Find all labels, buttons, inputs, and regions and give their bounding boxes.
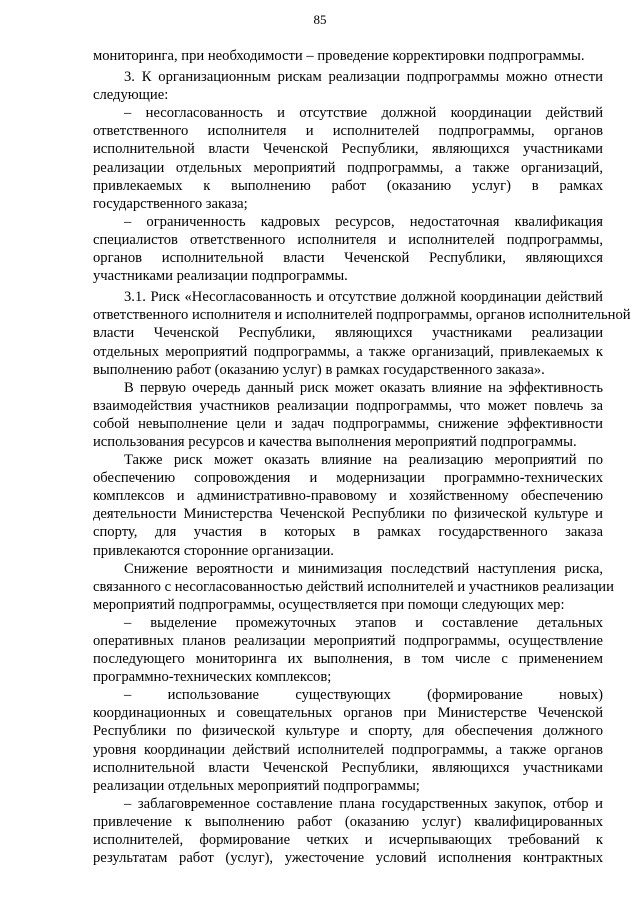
text-line: Республики по физической культуре и спорту, для обеспечения должного bbox=[93, 723, 603, 740]
text-line: связанного с несогласованностью действий исполнителей и участников реализации bbox=[93, 578, 614, 595]
text-line: власти Чеченской Республики, являющихся участниками реализации bbox=[93, 325, 603, 342]
text-line: – ограниченность кадровых ресурсов, недостаточная квалификация bbox=[124, 213, 603, 230]
text-line: привлекаются сторонние организации. bbox=[93, 542, 334, 559]
text-line: мониторинга, при необходимости – проведение корректировки подпрограммы. bbox=[93, 48, 585, 64]
text-line: – выделение промежуточных этапов и составление детальных bbox=[124, 614, 603, 631]
text-line: В первую очередь данный риск может оказать влияние на эффективность bbox=[124, 379, 603, 396]
text-line: спорту, для участия в которых в рамках государственного заказа bbox=[93, 524, 603, 541]
text-line: результатам работ (услуг), ужесточение условий исполнения контрактных bbox=[93, 850, 603, 867]
text-line: деятельности Министерства Чеченской Республики по физической культуре и bbox=[93, 506, 603, 523]
text-line: Также риск может оказать влияние на реализацию мероприятий по bbox=[124, 452, 603, 469]
text-line: исполнительной власти Чеченской Республики, являющихся участниками bbox=[93, 759, 603, 776]
text-line: участниками реализации подпрограммы. bbox=[93, 268, 348, 285]
text-line: органов исполнительной власти Чеченской Республики, являющихся bbox=[93, 250, 603, 267]
text-line: 3. К организационным рискам реализации подпрограммы можно отнести bbox=[124, 69, 603, 86]
text-line: исполнителей, формирование четких и исчерпывающих требований к bbox=[93, 832, 603, 849]
text-line: взаимодействия участников реализации подпрограммы, что может повлечь за bbox=[93, 397, 603, 414]
text-line: реализации отдельных мероприятий подпрограммы, а также организаций, bbox=[93, 159, 603, 176]
text-line: исполнительной власти Чеченской Республики, являющихся участниками bbox=[93, 141, 603, 158]
text-line: собой невыполнение цели и задач подпрограммы, снижение эффективности bbox=[93, 415, 603, 432]
text-line: Снижение вероятности и минимизация последствий наступления риска, bbox=[124, 560, 603, 577]
text-line: программно-технических комплексов; bbox=[93, 669, 332, 686]
text-line: отдельных мероприятий подпрограммы, а также организаций, привлекаемых к bbox=[93, 343, 603, 360]
text-line: выполнению работ (оказанию услуг) в рамках государственного заказа». bbox=[93, 361, 545, 378]
text-line: мероприятий подпрограммы, осуществляется при помощи следующих мер: bbox=[93, 596, 565, 613]
text-line: использования ресурсов и качества выполнения мероприятий подпрограммы. bbox=[93, 433, 577, 450]
text-line: государственного заказа; bbox=[93, 195, 248, 212]
text-line: привлекаемых к выполнению работ (оказанию услуг) в рамках bbox=[93, 177, 603, 194]
text-line: – несогласованность и отсутствие должной координации действий bbox=[124, 105, 603, 122]
text-line: координационных и совещательных органов при Министерстве Чеченской bbox=[93, 705, 603, 722]
text-line: комплексов и административно-правовому и хозяйственному обеспечению bbox=[93, 488, 603, 505]
text-line: 3.1. Риск «Несогласованность и отсутствие должной координации действий bbox=[124, 289, 603, 306]
text-line: уровня координации действий исполнителей подпрограммы, а также органов bbox=[93, 741, 603, 758]
page-number: 85 bbox=[313, 12, 327, 27]
text-line: оперативных планов реализации мероприятий подпрограммы, осуществление bbox=[93, 633, 603, 649]
text-line: последующего мониторинга их выполнения, в том числе с применением bbox=[93, 651, 603, 668]
text-line: – заблаговременное составление плана государственных закупок, отбор и bbox=[124, 795, 603, 812]
text-line: специалистов ответственного исполнителя и исполнителей подпрограммы, bbox=[93, 231, 603, 248]
text-line: обеспечению сопровождения и модернизации программно-технических bbox=[93, 470, 603, 487]
text-line: привлечение к выполнению работ (оказанию услуг) квалифицированных bbox=[93, 813, 603, 830]
text-line: реализации отдельных мероприятий подпрограммы; bbox=[93, 777, 420, 794]
text-line: следующие: bbox=[93, 87, 169, 104]
text-line: ответственного исполнителя и исполнителей подпрограммы, органов исполнительной bbox=[93, 307, 631, 324]
text-line: ответственного исполнителя и исполнителей подпрограммы, органов bbox=[93, 123, 603, 140]
document-body bbox=[93, 47, 631, 867]
text-line: – использование существующих (формирование новых) bbox=[124, 687, 603, 704]
